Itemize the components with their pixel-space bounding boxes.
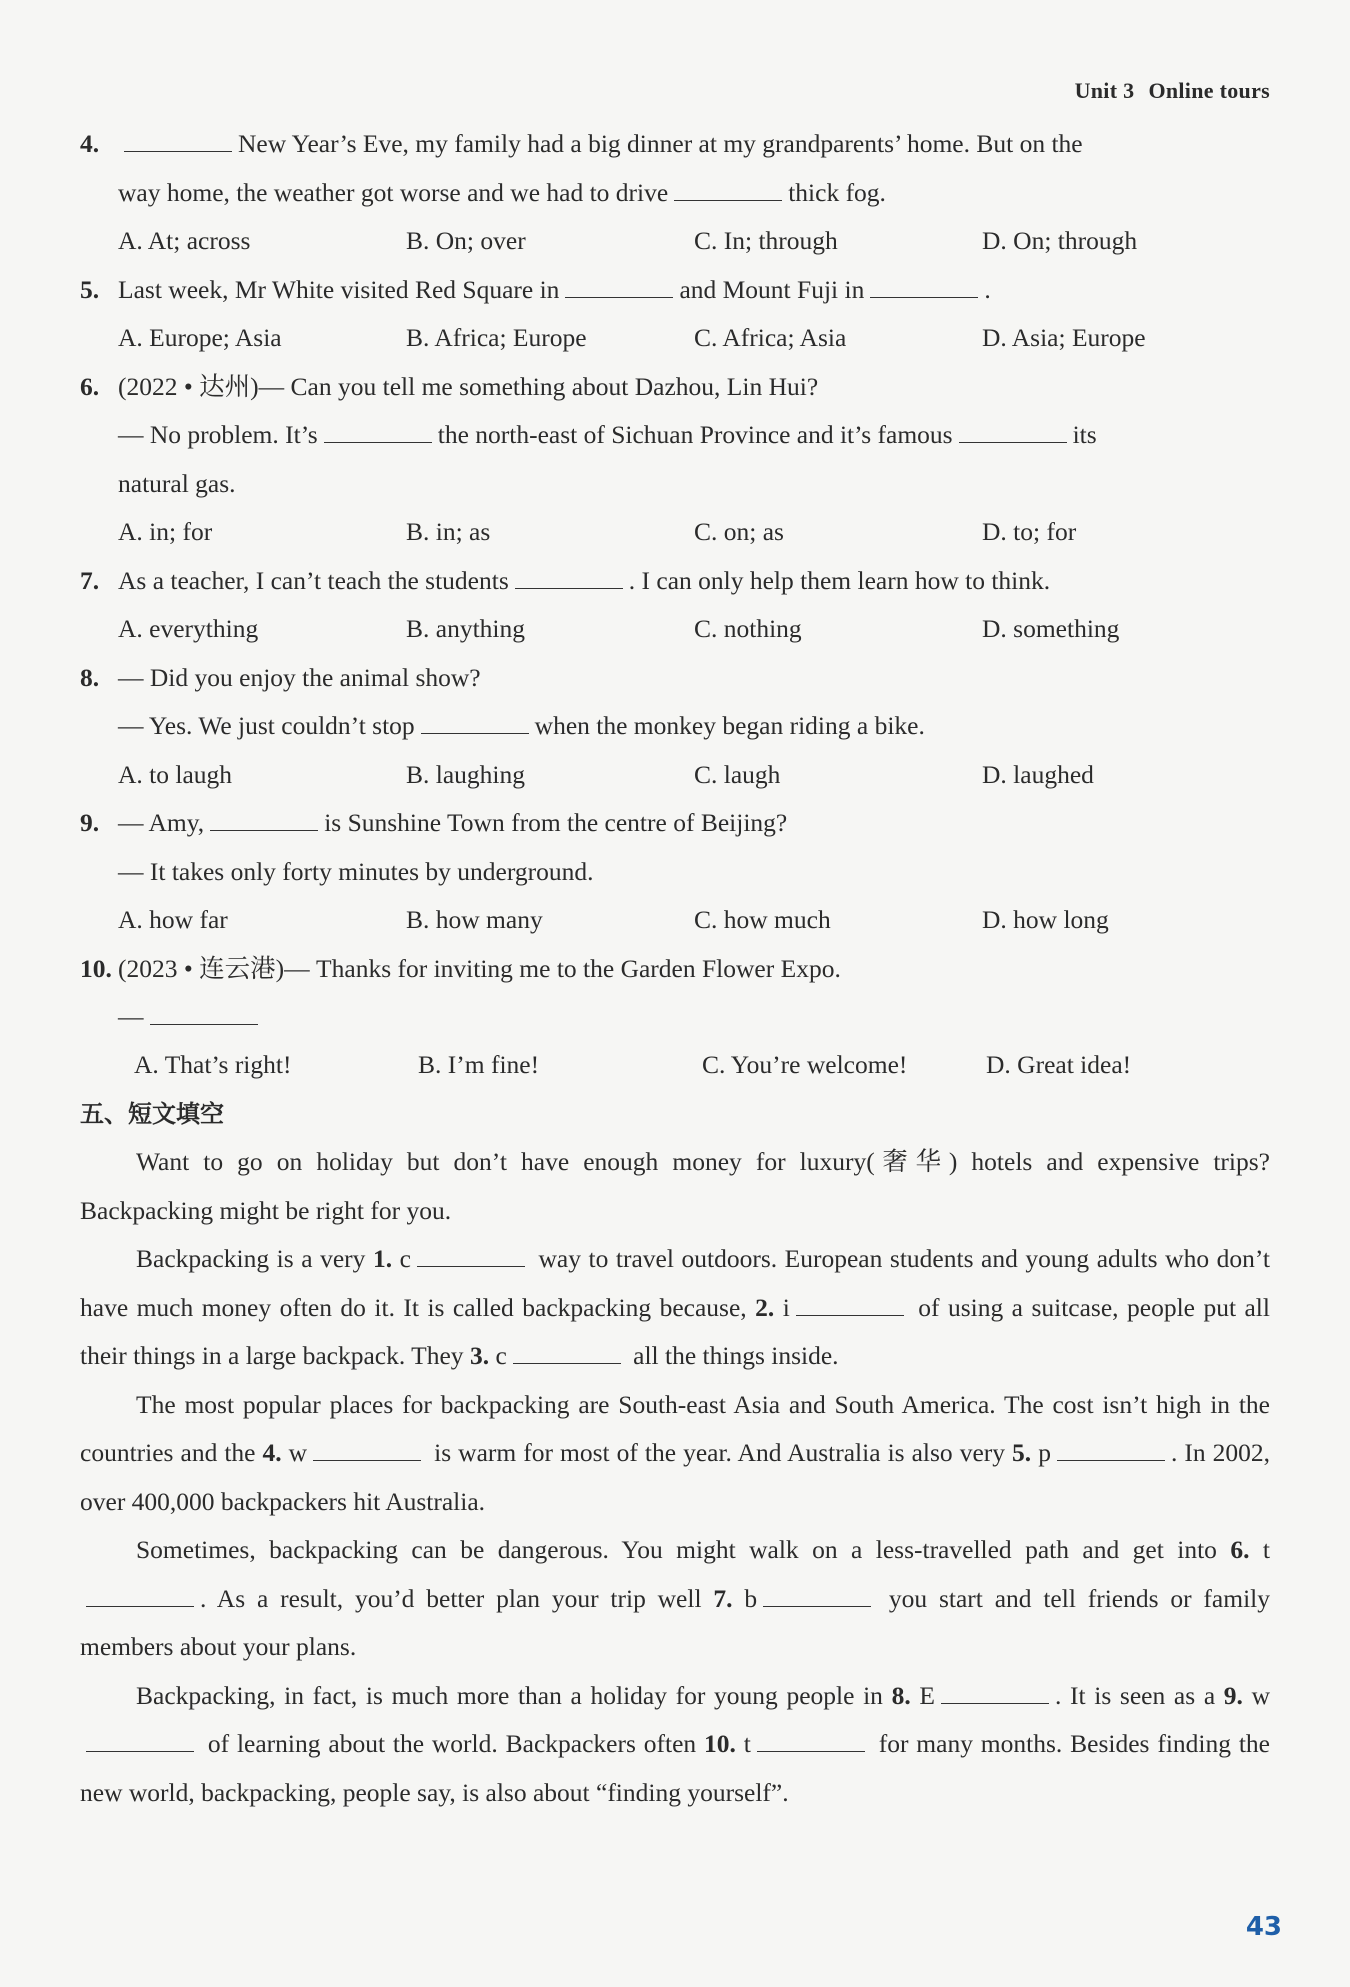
answer-blank[interactable] — [763, 1584, 871, 1607]
question-number: 4. — [80, 129, 100, 158]
option-c[interactable]: C. In; through — [694, 226, 838, 255]
blank-letter: b — [732, 1583, 758, 1613]
option-d[interactable]: D. how long — [982, 905, 1109, 934]
question-number: 10. — [80, 953, 112, 983]
question-source: (2022 • 达州) — [118, 371, 259, 401]
question-number: 7. — [80, 565, 100, 595]
passage — [80, 1138, 1270, 1817]
question-text: New Year’s Eve, my family had a big dinner at my grandparents’ home. But on the — [238, 129, 1083, 158]
answer-blank[interactable] — [941, 1681, 1049, 1704]
page-number: 43 — [1245, 1912, 1282, 1942]
passage-text: . It is seen as a — [1054, 1680, 1224, 1710]
blank-letter: w — [1242, 1680, 1271, 1710]
blank-letter: w — [281, 1438, 308, 1467]
passage-text: Sometimes, backpacking can be dangerous. You might walk on a less-travelled path and get into — [136, 1535, 1231, 1564]
blank-letter: c — [489, 1341, 507, 1370]
option-b[interactable]: B. laughing — [406, 759, 525, 789]
answer-blank[interactable] — [86, 1729, 194, 1752]
question-6-line-2 — [80, 411, 1270, 460]
blank-number: 4. — [262, 1438, 282, 1467]
answer-blank[interactable] — [210, 808, 318, 831]
passage-text: is warm for most of the year. And Australia is also very — [427, 1438, 1013, 1467]
option-a[interactable]: A. everything — [118, 614, 259, 643]
blank-number: 1. — [372, 1244, 393, 1273]
question-text: — Amy, — [118, 808, 205, 837]
option-c[interactable]: C. Africa; Asia — [694, 323, 847, 352]
option-d[interactable]: D. On; through — [982, 226, 1138, 255]
question-text: . — [984, 274, 991, 304]
option-d[interactable]: D. laughed — [982, 759, 1094, 789]
passage-paragraph-2 — [80, 1235, 1270, 1381]
question-8-line-1 — [80, 654, 1270, 703]
blank-letter: i — [774, 1292, 790, 1322]
option-a[interactable]: A. to laugh — [118, 759, 233, 789]
blank-number: 10. — [704, 1729, 736, 1758]
blank-number: 9. — [1223, 1680, 1243, 1710]
blank-letter: E — [910, 1680, 935, 1710]
answer-blank[interactable] — [150, 1002, 258, 1025]
question-4-line-1 — [80, 120, 1270, 169]
answer-blank[interactable] — [421, 711, 529, 734]
option-d[interactable]: D. Asia; Europe — [982, 323, 1146, 352]
question-number: 9. — [80, 808, 100, 837]
question-text: — Thanks for inviting me to the Garden Flower Expo. — [284, 953, 841, 983]
question-10-line-2 — [80, 993, 1270, 1041]
option-c[interactable]: C. nothing — [694, 614, 802, 643]
answer-blank[interactable] — [515, 566, 623, 589]
option-b[interactable]: B. anything — [406, 614, 525, 643]
passage-text: The most popular places for backpacking are South-east Asia and South America. The cost isn’t high in the countries and the — [80, 1389, 1270, 1467]
blank-number: 7. — [713, 1583, 733, 1613]
question-text: thick fog. — [788, 177, 886, 207]
option-b[interactable]: B. in; as — [406, 517, 491, 546]
blank-letter: t — [735, 1729, 751, 1758]
question-text: As a teacher, I can’t teach the students — [118, 565, 509, 595]
question-text: . I can only help them learn how to think. — [628, 565, 1051, 595]
unit-label: Unit 3 — [1074, 78, 1135, 103]
question-text: — Yes. We just couldn’t stop — [118, 711, 415, 740]
option-a[interactable]: A. Europe; Asia — [118, 323, 282, 352]
passage-paragraph-4 — [80, 1526, 1270, 1672]
question-4-options — [80, 217, 1270, 266]
passage-text: Backpacking, in fact, is much more than a holiday for young people in — [136, 1680, 892, 1710]
passage-text: all the things inside. — [626, 1341, 839, 1370]
answer-blank[interactable] — [324, 420, 432, 443]
option-c[interactable]: C. laugh — [694, 759, 781, 789]
option-d[interactable]: D. something — [982, 614, 1120, 643]
answer-blank[interactable] — [870, 275, 978, 298]
answer-blank[interactable] — [959, 420, 1067, 443]
passage-text: . As a result, you’d better plan your trip well — [200, 1583, 714, 1613]
option-a[interactable]: A. That’s right! — [134, 1050, 292, 1079]
answer-blank[interactable] — [674, 178, 782, 201]
question-text: — Can you tell me something about Dazhou, Lin Hui? — [258, 371, 819, 401]
question-text: and Mount Fuji in — [679, 274, 865, 304]
option-a[interactable]: A. in; for — [118, 517, 213, 546]
question-source: (2023 • 连云港) — [118, 953, 285, 983]
option-b[interactable]: B. Africa; Europe — [406, 323, 587, 352]
question-8-line-2 — [80, 702, 1270, 751]
question-9-line-1 — [80, 799, 1270, 848]
question-number: 8. — [80, 662, 100, 692]
blank-number: 5. — [1012, 1438, 1032, 1467]
blank-letter: p — [1031, 1438, 1051, 1467]
question-4-line-2 — [80, 169, 1270, 218]
blank-number: 2. — [755, 1292, 775, 1322]
section-title: 五、短文填空 — [80, 1099, 224, 1128]
question-10-options — [80, 1041, 1270, 1090]
passage-text: of using a suitcase, people put all their things in a large backpack. They — [80, 1292, 1270, 1370]
question-text: — Did you enjoy the animal show? — [118, 662, 481, 692]
blank-number: 3. — [469, 1341, 490, 1370]
option-b[interactable]: B. I’m fine! — [418, 1050, 540, 1079]
option-b[interactable]: B. On; over — [406, 226, 526, 255]
answer-blank[interactable] — [124, 129, 232, 152]
answer-blank[interactable] — [313, 1438, 421, 1461]
blank-letter: t — [1249, 1535, 1270, 1564]
passage-text: way to travel outdoors. European students and young adults who don’t have much money often do it. It is called backpacking because, — [80, 1244, 1270, 1322]
passage-paragraph-5 — [80, 1672, 1270, 1818]
answer-blank[interactable] — [417, 1244, 525, 1267]
option-c[interactable]: C. how much — [694, 905, 831, 934]
passage-paragraph-3 — [80, 1381, 1270, 1527]
question-text: the north-east of Sichuan Province and it’s famous — [437, 420, 953, 449]
answer-blank[interactable] — [86, 1584, 194, 1607]
question-text: — It takes only forty minutes by underground. — [118, 856, 594, 886]
question-9-line-2 — [80, 848, 1270, 897]
blank-number: 8. — [891, 1680, 911, 1710]
answer-blank[interactable] — [513, 1341, 621, 1364]
passage-text: Backpacking is a very — [136, 1244, 373, 1273]
passage-paragraph-1: Want to go on holiday but don’t have enough money for luxury(奢华) hotels and expensive trips? Backpacking might be right for you. — [80, 1147, 1270, 1225]
option-d[interactable]: D. Great idea! — [986, 1050, 1132, 1079]
answer-blank[interactable] — [1057, 1438, 1165, 1461]
blank-letter: c — [392, 1244, 411, 1273]
question-text: natural gas. — [118, 468, 236, 498]
option-c[interactable]: C. You’re welcome! — [702, 1050, 908, 1079]
question-7-line-1 — [80, 557, 1270, 606]
page-header — [1075, 78, 1270, 104]
answer-blank[interactable] — [796, 1293, 904, 1316]
question-text: its — [1072, 420, 1097, 449]
passage-text: for many months. Besides finding the new world, backpacking, people say, is also about “finding yourself”. — [80, 1729, 1271, 1807]
option-c[interactable]: C. on; as — [694, 517, 784, 546]
option-d[interactable]: D. to; for — [982, 517, 1077, 546]
question-text: when the monkey began riding a bike. — [534, 711, 925, 740]
question-text: way home, the weather got worse and we had to drive — [118, 177, 669, 207]
question-10-line-1 — [80, 945, 1270, 994]
question-7-options — [80, 605, 1270, 654]
question-5-options — [80, 314, 1270, 363]
answer-blank[interactable] — [757, 1729, 865, 1752]
answer-blank[interactable] — [565, 275, 673, 298]
question-number: 5. — [80, 274, 100, 304]
question-6-line-1 — [80, 363, 1270, 412]
question-8-options — [80, 751, 1270, 800]
question-number: 6. — [80, 371, 100, 401]
question-text: — — [118, 1002, 144, 1031]
option-b[interactable]: B. how many — [406, 905, 543, 934]
passage-text: you start and tell friends or family members about your plans. — [80, 1583, 1270, 1661]
blank-number: 6. — [1230, 1535, 1250, 1564]
option-a[interactable]: A. how far — [118, 905, 228, 934]
question-9-options — [80, 896, 1270, 945]
passage-text: . In 2002, over 400,000 backpackers hit Australia. — [80, 1438, 1270, 1516]
question-text: is Sunshine Town from the centre of Beijing? — [324, 808, 788, 837]
question-6-line-3 — [80, 460, 1270, 509]
passage-text: of learning about the world. Backpackers often — [200, 1729, 705, 1758]
option-a[interactable]: A. At; across — [118, 226, 251, 255]
question-6-options — [80, 508, 1270, 557]
question-5-line-1 — [80, 266, 1270, 315]
question-text: Last week, Mr White visited Red Square in — [118, 274, 560, 304]
unit-title: Online tours — [1148, 78, 1270, 103]
question-text: — No problem. It’s — [118, 420, 318, 449]
exercise-content — [80, 120, 1270, 1817]
